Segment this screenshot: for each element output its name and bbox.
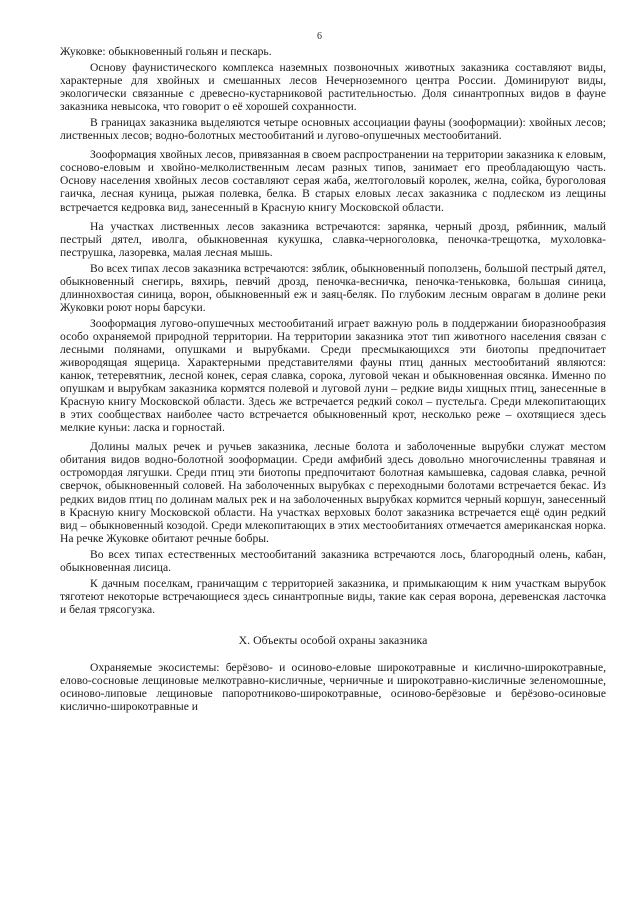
paragraph: В границах заказника выделяются четыре основных ассоциации фауны (зооформации): хвойных лесов; лиственных лесов; водно-болотных местообитаний и лугово-опушечных местообитаний. — [60, 116, 606, 143]
paragraph: Во всех типах лесов заказника встречаются: зяблик, обыкновенный поползень, большой пестрый дятел, обыкновенный снегирь, вяхирь, певчий дрозд, пеночка-весничка, пеночка-теньковка, большая синица, длиннохвостая синица, ворон, обыкновенный еж и заяц-беляк. По глубоким лесным оврагам в долине реки Жуковки роют норы барсуки. — [60, 261, 606, 314]
document-body — [60, 45, 606, 716]
paragraph: Долины малых речек и ручьев заказника, лесные болота и заболоченные вырубки служат местом обитания видов водно-болотной зооформации. Среди амфибий здесь довольно многочисленны травяная и остромордая лягушки. Среди птиц эти биотопы предпочитают болотная камышевка, садовая славка, речной сверчок, обыкновенный соловей. На заболоченных вырубках с переходными болотами встречается бекас. Из редких видов птиц по долинам малых рек и на заболоченных вырубках кормится черный коршун, занесенный в Красную книгу Московской области. На участках верховых болот заказника встречается ещё один редкий вид – обыкновенный козодой. Среди млекопитающих в этих местообитаниях отмечается американская норка. На речке Жуковке обитают речные бобры. — [60, 440, 606, 545]
paragraph: На участках лиственных лесов заказника встречаются: зарянка, черный дрозд, рябинник, малый пестрый дятел, иволга, обыкновенная кукушка, славка-черноголовка, пеночка-трещотка, мухоловка-пеструшка, лазоревка, малая лесная мышь. — [60, 219, 606, 259]
section-heading: X. Объекты особой охраны заказника — [238, 632, 428, 647]
page-number: 6 — [317, 31, 322, 42]
paragraph: Зооформация хвойных лесов, привязанная в своем распространении на территории заказника к еловым, сосново-еловым и хвойно-мелколиственным лесам разных типов, занимает его преобладающую часть. Основу населения хвойных лесов составляют серая жаба, желтоголовый королек, желна, сойка, буроголовая гаичка, лесная куница, рыжая полевка, белка. В старых еловых лесах заказника с подлеском из лещины встречается кедровка вид, занесенный в Красную книгу Московской области. — [60, 148, 606, 214]
paragraph: Жуковке: обыкновенный гольян и пескарь. — [60, 45, 272, 58]
paragraph: Во всех типах естественных местообитаний заказника встречаются лось, благородный олень, кабан, обыкновенная лисица. — [60, 547, 606, 574]
paragraph: Охраняемые экосистемы: берёзово- и осиново-еловые широкотравные и кислично-широкотравные, елово-сосновые лещиновые мелкотравно-кисличные, черничные и широкотравно-кисличные зеленомошные, осиново-липовые лещиновые папоротниково-широкотравные, осиново-берёзовые и берёзово-осиновые кислично-широкотравные и — [60, 660, 606, 714]
paragraph: Основу фаунистического комплекса наземных позвоночных животных заказника составляют виды, характерные для хвойных и смешанных лесов Нечерноземного центра России. Доминируют виды, экологически связанные с древесно-кустарниковой растительностью. Доля синантропных видов в фауне заказника невысока, что говорит о её хорошей сохранности. — [60, 61, 606, 114]
paragraph: К дачным поселкам, граничащим с территорией заказника, и примыкающим к ним участкам вырубок тяготеют некоторые встречающиеся здесь синантропные виды, такие как серая ворона, деревенская ласточка и белая трясогузка. — [60, 576, 606, 616]
paragraph: Зооформация лугово-опушечных местообитаний играет важную роль в поддержании биоразнообразия особо охраняемой природной территории. На территории заказника этот тип животного населения связан с лесными полянами, опушками и вырубками. Среди пресмыкающихся эти биотопы предпочитает живородящая ящерица. Характерными представителями фауны птиц данных местообитаний являются: канюк, тетеревятник, лесной конек, серая славка, сорока, луговой чекан и обыкновенная овсянка. Именно по опушкам и вырубкам заказника кормятся полевой и луговой луни – редкие виды хищных птиц, занесенные в Красную книгу Московской области. Здесь же встречается редкий сокол – пустельга. Среди млекопитающих в этих сообществах наиболее часто встречается обыкновенный крот, несколько реже – охотящиеся здесь мелкие куньи: ласка и горностай. — [60, 316, 606, 435]
